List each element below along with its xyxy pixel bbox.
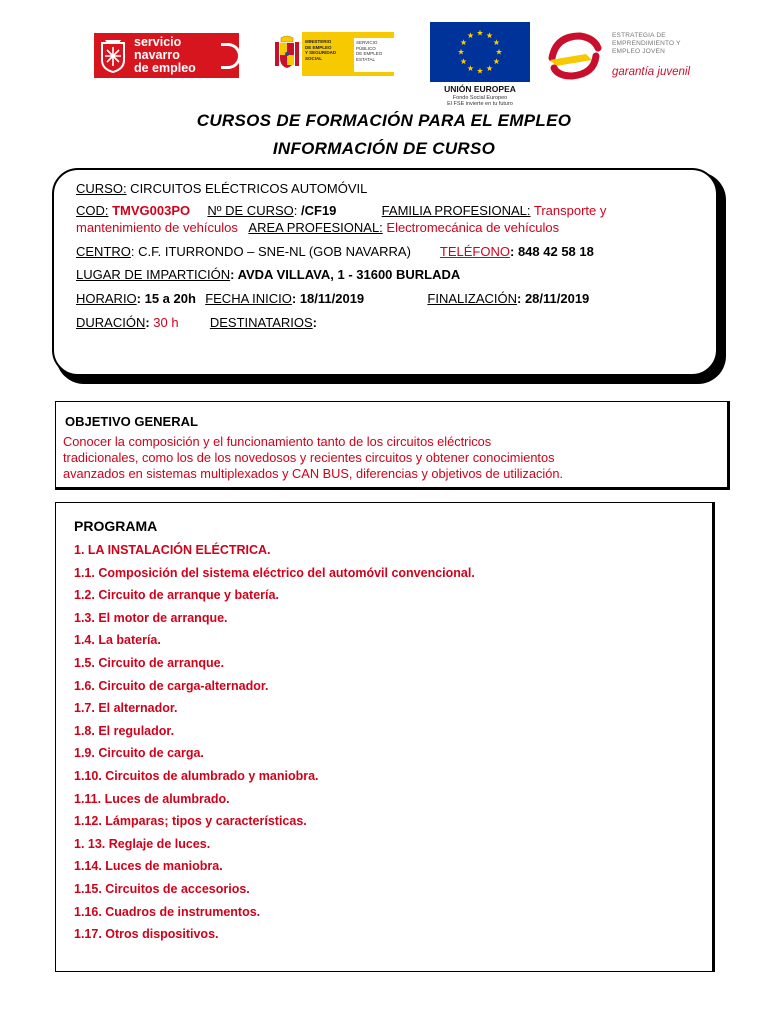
programa-item: 1.3. El motor de arranque.	[74, 610, 228, 625]
duracion-label: DURACIÓN	[76, 315, 146, 330]
centro-row	[76, 244, 594, 259]
programa-item: 1. LA INSTALACIÓN ELÉCTRICA.	[74, 543, 271, 557]
spain-coat-of-arms-icon	[274, 34, 300, 72]
duracion-sep: :	[145, 315, 150, 330]
navarra-shield-icon	[99, 38, 127, 73]
telefono-label: TELÉFONO	[439, 244, 510, 259]
curso-label: CURSO:	[76, 181, 127, 196]
eu-subtitle: Fondo Social Europeo El FSE invierte en tu futuro	[447, 95, 513, 107]
area-value: Electromecánica de vehículos	[382, 220, 560, 235]
cod-value: TMVG003PO	[108, 203, 191, 218]
sepe-name: SERVICIO PÚBLICO DE EMPLEO ESTATAL	[354, 38, 394, 72]
destinatarios-sep: :	[312, 315, 318, 330]
estrategia-text: ESTRATEGIA DE EMPRENDIMIENTO Y EMPLEO JOVEN	[612, 32, 681, 55]
lugar-row	[76, 267, 460, 282]
programa-list	[74, 542, 475, 949]
horario-label: HORARIO	[76, 291, 137, 306]
programa-item: 1.4. La batería.	[74, 633, 161, 648]
duracion-row	[76, 315, 317, 330]
programa-item: 1.1. Composición del sistema eléctrico del automóvil convencional.	[74, 565, 475, 580]
telefono-value: : 848 42 58 18	[510, 244, 594, 259]
servicio-navarro-de-empleo-logo	[94, 33, 239, 78]
eu-flag-icon	[430, 22, 530, 82]
familia-area-row	[76, 220, 559, 235]
programa-item: 1.7. El alternador.	[74, 701, 178, 716]
programa-item: 1.12. Lámparas; tipos y características.	[74, 814, 307, 829]
document-title: CURSOS DE FORMACIÓN PARA EL EMPLEO	[196, 111, 572, 130]
lugar-label: LUGAR DE IMPARTICIÓN	[76, 267, 231, 282]
num-curso-sep: :	[293, 203, 298, 218]
eu-title: UNIÓN EUROPEA	[444, 84, 516, 94]
centro-label: CENTRO	[76, 244, 131, 259]
ministerio-yellow-panel	[302, 32, 394, 76]
lugar-value: : AVDA VILLAVA, 1 - 31600 BURLADA	[230, 267, 461, 282]
horario-value: : 15 a 20h	[136, 291, 196, 306]
centro-value: : C.F. ITURRONDO – SNE-NL (GOB NAVARRA)	[130, 244, 411, 259]
destinatarios-label: DESTINATARIOS	[209, 315, 313, 330]
curso-value: CIRCUITOS ELÉCTRICOS AUTOMÓVIL	[126, 181, 368, 196]
programa-item: 1.17. Otros dispositivos.	[74, 927, 219, 942]
ministerio-name: MINISTERIO DE EMPLEO Y SEGURIDAD SOCIAL	[305, 39, 337, 61]
union-europea-logo	[430, 22, 530, 107]
programa-item: 1.15. Circuitos de accesorios.	[74, 881, 250, 896]
garantia-juvenil-tagline: garantía juvenil	[612, 66, 690, 78]
programa-item: 1.6. Circuito de carga-alternador.	[74, 678, 269, 693]
fechas-row	[76, 291, 589, 306]
garantia-juvenil-logo	[546, 30, 696, 82]
finalizacion-value: : 28/11/2019	[517, 291, 590, 306]
duracion-value: 30 h	[149, 315, 179, 330]
programa-item: 1.16. Cuadros de instrumentos.	[74, 904, 261, 919]
area-label: AREA PROFESIONAL:	[248, 220, 383, 235]
programa-item: 1.2. Circuito de arranque y batería.	[74, 588, 279, 603]
sne-swoosh-icon	[221, 43, 241, 69]
num-curso-value: /CF19	[301, 203, 337, 218]
garantia-juvenil-icon	[546, 30, 602, 80]
num-curso-label: Nº DE CURSO	[207, 203, 294, 218]
programa-title: PROGRAMA	[74, 518, 158, 534]
objetivo-text: Conocer la composición y el funcionamiento tanto de los circuitos eléctricos tradicionales, como los de los novedosos y recientes circuitos y obtener conocimientos avanzados en sistemas multiplexados y CAN BUS, diferencias y objetivos de utilización.	[63, 434, 564, 481]
document-subtitle: INFORMACIÓN DE CURSO	[272, 139, 496, 158]
course-name-row	[76, 181, 367, 196]
programa-item: 1.9. Circuito de carga.	[74, 746, 204, 761]
course-code-row	[76, 203, 606, 218]
cod-label: COD:	[76, 203, 109, 218]
ministerio-empleo-logo	[272, 32, 392, 76]
fecha-inicio-label: FECHA INICIO	[205, 291, 292, 306]
sne-logo-text: servicio navarro de empleo	[134, 35, 196, 75]
programa-item: 1. 13. Reglaje de luces.	[74, 836, 211, 851]
familia-value: Transporte y	[530, 203, 607, 218]
familia-value-cont: mantenimiento de vehículos	[76, 220, 238, 235]
fecha-inicio-value: : 18/11/2019	[291, 291, 365, 306]
finalizacion-label: FINALIZACIÓN	[427, 291, 517, 306]
familia-label: FAMILIA PROFESIONAL:	[381, 203, 531, 218]
programa-item: 1.11. Luces de alumbrado.	[74, 791, 230, 806]
programa-item: 1.10. Circuitos de alumbrado y maniobra.	[74, 768, 319, 783]
objetivo-title: OBJETIVO GENERAL	[65, 414, 198, 429]
programa-item: 1.14. Luces de maniobra.	[74, 859, 223, 874]
programa-item: 1.8. El regulador.	[74, 723, 175, 738]
programa-item: 1.5. Circuito de arranque.	[74, 655, 225, 670]
